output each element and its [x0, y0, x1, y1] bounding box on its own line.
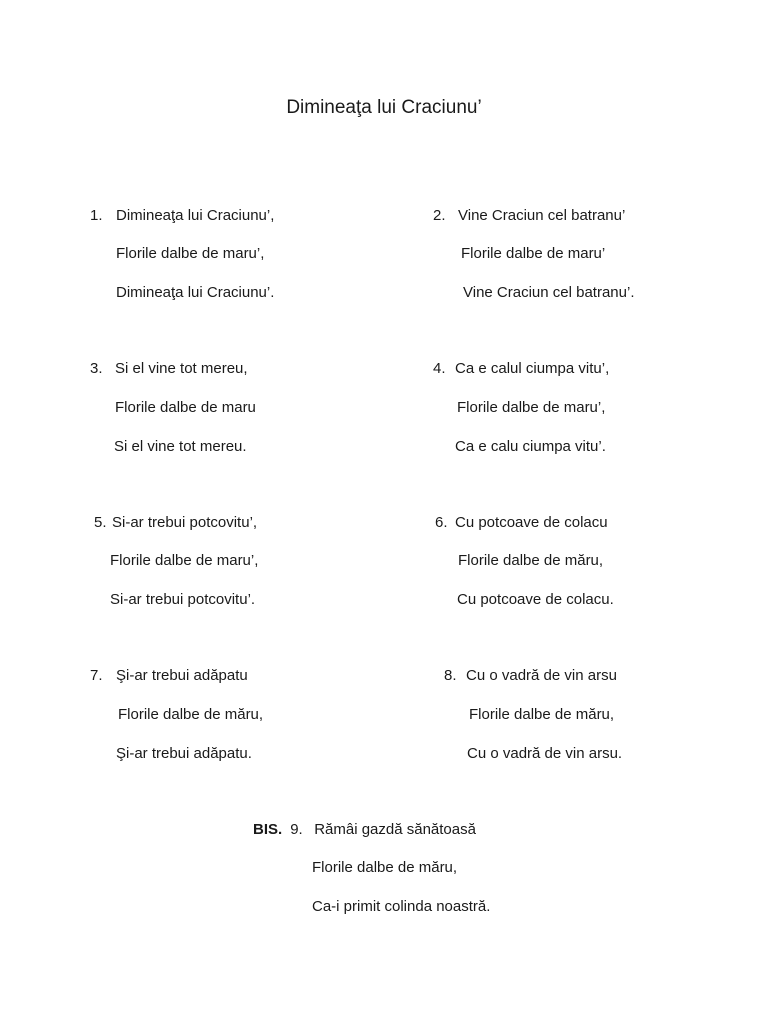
verse-line [435, 513, 608, 533]
verse-line: Florile dalbe de măru, [469, 706, 615, 723]
verse-number: 7. [90, 667, 103, 684]
verse-line: Si-ar trebui potcovitu’. [110, 591, 256, 608]
verse-line: Florile dalbe de maru’, [116, 245, 265, 262]
verse-number: 6. [435, 514, 448, 531]
page-title: Dimineaţa lui Craciunu’ [286, 97, 482, 118]
verse-line: Si el vine tot mereu. [114, 438, 247, 455]
verse-text: Ca e calul ciumpa vitu’, [455, 360, 610, 377]
verse-line: Cu potcoave de colacu. [457, 591, 614, 608]
verse-text: Dimineaţa lui Craciunu’, [116, 207, 275, 224]
verse-line [90, 206, 274, 226]
verse-line: Florile dalbe de măru, [458, 552, 604, 569]
verse-line [253, 820, 476, 840]
verse-line [433, 206, 625, 226]
verse-line: Vine Craciun cel batranu’. [463, 284, 635, 301]
verse-line: Cu o vadră de vin arsu. [467, 745, 623, 762]
verse-line [90, 359, 248, 379]
verse-line: Florile dalbe de măru, [118, 706, 264, 723]
verse-number: 5. [94, 514, 107, 531]
verse-line: Şi-ar trebui adăpatu. [116, 745, 252, 762]
verse-line: Dimineaţa lui Craciunu’. [116, 284, 275, 301]
verse-number: 1. [90, 207, 103, 224]
verse-number: 3. [90, 360, 103, 377]
verse-line [433, 359, 609, 379]
verse-number: 2. [433, 207, 446, 224]
verse-line: Florile dalbe de maru’, [110, 552, 259, 569]
verse-line: Ca e calu ciumpa vitu’. [455, 438, 606, 455]
verse-text: Cu potcoave de colacu [455, 514, 608, 531]
verse-line: Florile dalbe de maru’ [461, 245, 606, 262]
verse-line [90, 666, 248, 686]
bis-marker: BIS. [253, 821, 283, 838]
verse-text: Si-ar trebui potcovitu’, [112, 514, 258, 531]
verse-text: Şi-ar trebui adăpatu [116, 667, 248, 684]
verse-text: Vine Craciun cel batranu’ [458, 207, 626, 224]
verse-text: Si el vine tot mereu, [115, 360, 248, 377]
verse-number: 9. [290, 821, 303, 838]
verse-line [444, 666, 617, 686]
verse-text: Cu o vadră de vin arsu [466, 667, 617, 684]
verse-number: 8. [444, 667, 457, 684]
verse-number: 4. [433, 360, 446, 377]
verse-line: Florile dalbe de măru, [312, 859, 458, 876]
verse-line: Florile dalbe de maru [115, 399, 256, 416]
verse-line [94, 513, 257, 533]
verse-line: Ca-i primit colinda noastră. [312, 898, 491, 915]
verse-line: Florile dalbe de maru’, [457, 399, 606, 416]
verse-text: Rămâi gazdă sănătoasă [314, 821, 476, 838]
